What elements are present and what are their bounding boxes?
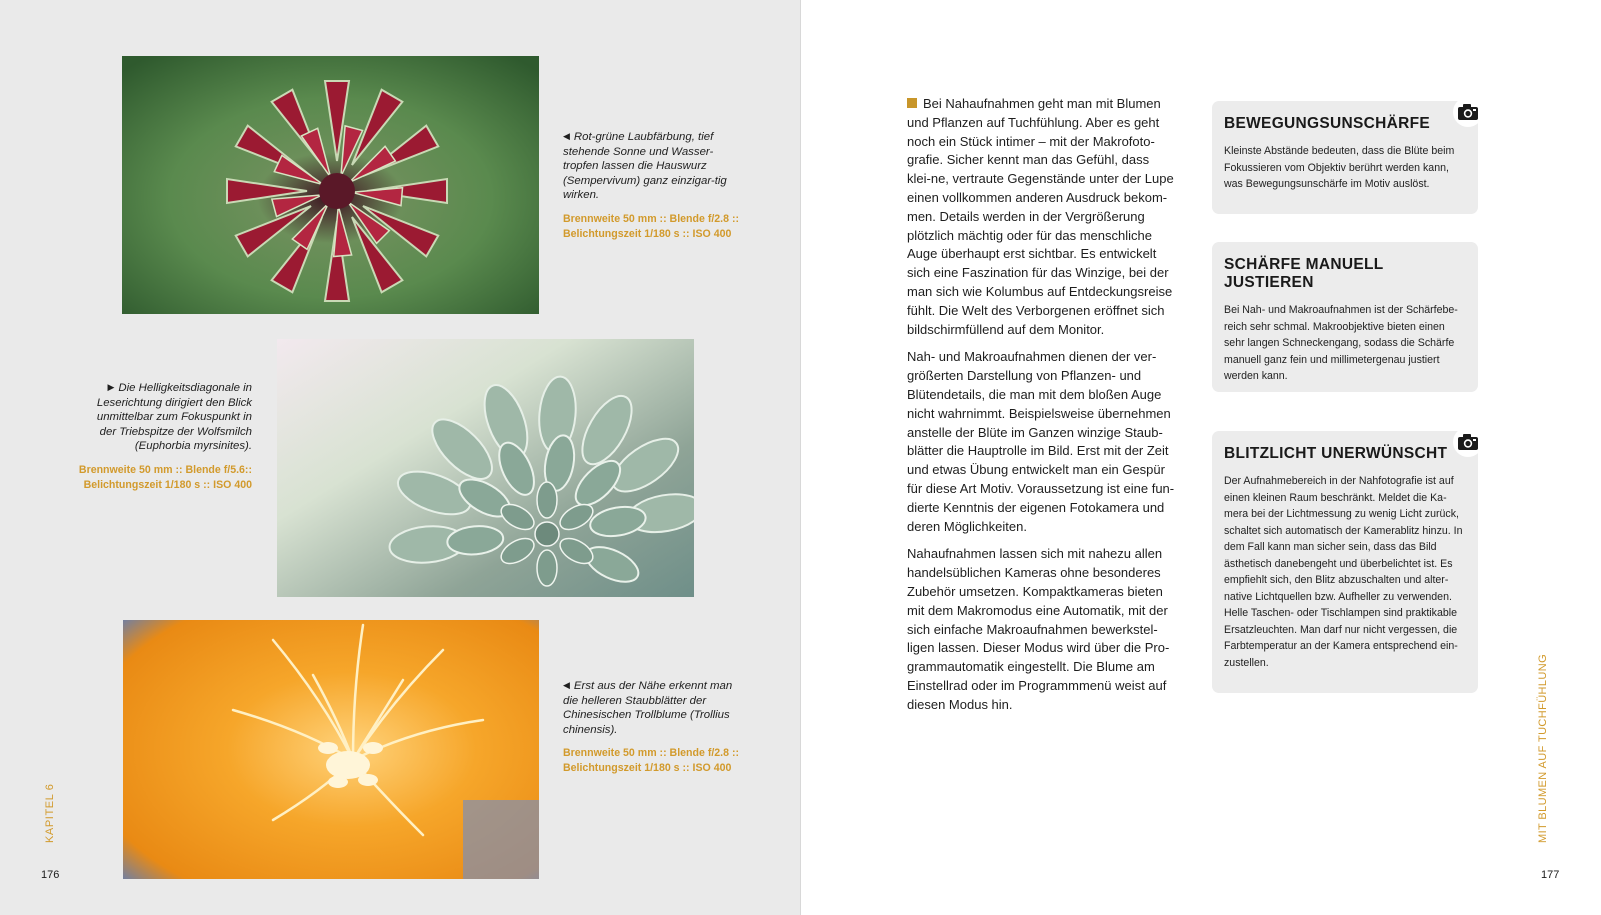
tip-title: BLITZLICHT UNERWÜNSCHT [1224, 445, 1448, 462]
paragraph: Nahaufnahmen lassen sich mit nahezu allen handelsüblichen Kameras ohne besonderes Zubehör umsetzen. Kompaktkameras bieten mit dem Makromodus eine Automatik, mit der sich einfache Makroaufnahmen bewerkstel-ligen lassen. Dieser Modus wird über die Pro-grammautomatik eingestellt. Die Blume am Einstellrad oder im Programmmenü weist auf diesen Modus hin. [907, 546, 1170, 712]
exif-line: Brennweite 50 mm :: Blende f/2.8 :: [563, 213, 740, 225]
caption-text: Rot-grüne Laubfärbung, tief stehende Sonne und Wasser-tropfen lassen die Hauswurz (Sempervivum) ganz einzigar-tig wirken. [563, 131, 727, 202]
tip-text: Kleinste Abstände bedeuten, dass die Blüte beim Fokussieren vom Objektiv berührt werden kann, was Bewegungsunschärfe im Motiv auslöst. [1224, 145, 1455, 190]
tip-text: Bei Nah- und Makroaufnahmen ist der Schärfebe-reich sehr schmal. Makroobjektive bieten einen sehr langen Schneckengang, sodass die Schärfe manuell ganz fein und millimetergenau justiert werden kann. [1224, 304, 1458, 382]
caption-arrow-right-icon: ▶ [107, 382, 115, 392]
caption-photo-3 [563, 679, 733, 737]
tip-box-bewegungsunschaerfe [1212, 101, 1478, 214]
chapter-label: KAPITEL 6 [44, 783, 56, 843]
exif-photo-1 [563, 212, 763, 241]
tip-title: BEWEGUNGSUNSCHÄRFE [1224, 115, 1431, 132]
exif-line: Belichtungszeit 1/180 s :: ISO 400 [563, 227, 732, 240]
camera-icon [1453, 97, 1483, 127]
caption-text: Erst aus der Nähe erkennt man die helleren Staubblätter der Chinesischen Trollblume (Trollius chinensis). [563, 680, 733, 736]
tip-title: SCHÄRFE MANUELL JUSTIEREN [1224, 256, 1384, 291]
exif-line: Brennweite 50 mm :: Blende f/5.6:: [78, 464, 252, 476]
paragraph [907, 95, 1175, 339]
page-spine [800, 0, 801, 915]
exif-line: Brennweite 50 mm :: Blende f/2.8 :: [563, 747, 740, 759]
photo-euphorbia [277, 339, 694, 597]
caption-text: Die Helligkeitsdiagonale in Leserichtung dirigiert den Blick unmittelbar zum Fokuspunkt in der Triebspitze der Wolfsmilch (Euphorbia myrsinites). [96, 382, 252, 453]
photo-sempervivum [122, 56, 539, 314]
body-text [907, 95, 1175, 724]
caption-photo-1 [563, 130, 738, 203]
page-number-right: 177 [1541, 869, 1560, 881]
tip-box-blitzlicht [1212, 431, 1478, 693]
exif-line: Belichtungszeit 1/180 s :: ISO 400 [563, 761, 732, 774]
exif-photo-2 [52, 463, 252, 492]
photo-trollius [123, 620, 539, 879]
page-number-left: 176 [41, 869, 60, 881]
exif-photo-3 [563, 746, 763, 775]
camera-icon [1453, 427, 1483, 457]
caption-arrow-left-icon: ◀ [563, 680, 570, 690]
caption-photo-2 [80, 381, 252, 454]
bullet-square-icon [907, 98, 917, 108]
paragraph: Nah- und Makroaufnahmen dienen der ver-größerten Darstellung von Pflanzen- und Blütendetails, die man mit dem bloßen Auge nicht wahrnimmt. Beispielsweise übernehmen anstelle der Blüte im Ganzen winzige Staub-blätter die Hauptrolle im Bild. Erst mit der Zeit und etwas Übung entwickelt man ein Gespür für diese Art Motiv. Voraussetzung ist eine fun-dierte Kenntnis der eigenen Fotokamera und deren Möglichkeiten. [907, 349, 1175, 534]
section-label: MIT BLUMEN AUF TUCHFÜHLUNG [1537, 653, 1549, 843]
tip-box-schaerfe-manuell [1212, 242, 1478, 392]
tip-text: Der Aufnahmebereich in der Nahfotografie ist auf einen kleinen Raum beschränkt. Meldet die Ka-mera bei der Lichtmessung zu wenig Licht zurück, schaltet sich automatisch der Kamerablitz hinzu. In dem Fall kann man sicher sein, dass das Bild ästhetisch danebengeht und überbelichtet ist. Es empfiehlt sich, den Blitz abzuschalten und alter-native Lichtquellen bzw. Aufheller zu verwenden. Helle Taschen- oder Tischlampen sind praktikable Ersatzleuchten. Man darf nur nicht vergessen, die Farbtemperatur an der Kamera entsprechend ein-zustellen. [1224, 475, 1463, 669]
caption-arrow-left-icon: ◀ [563, 131, 570, 141]
paragraph-text: Bei Nahaufnahmen geht man mit Blumen und Pflanzen auf Tuchfühlung. Aber es geht noch ein Stück intimer – mit der Makrofoto-grafie. Sicher kennt man das Gefühl, dass klei-ne, vertraute Gegenstände unter der Lupe einen vollkommen anderen Ausdruck bekom-men. Details werden in der Vergrößerung plötzlich mächtig oder für das menschliche Auge überhaupt erst sichtbar. Es entwickelt sich eine Faszination für das Winzige, bei der man sich wie Kolumbus auf Entdeckungsreise fühlt. Die Welt des Verborgenen eröffnet sich bildschirmfüllend auf dem Monitor. [907, 96, 1174, 337]
exif-line: Belichtungszeit 1/180 s :: ISO 400 [83, 478, 252, 491]
